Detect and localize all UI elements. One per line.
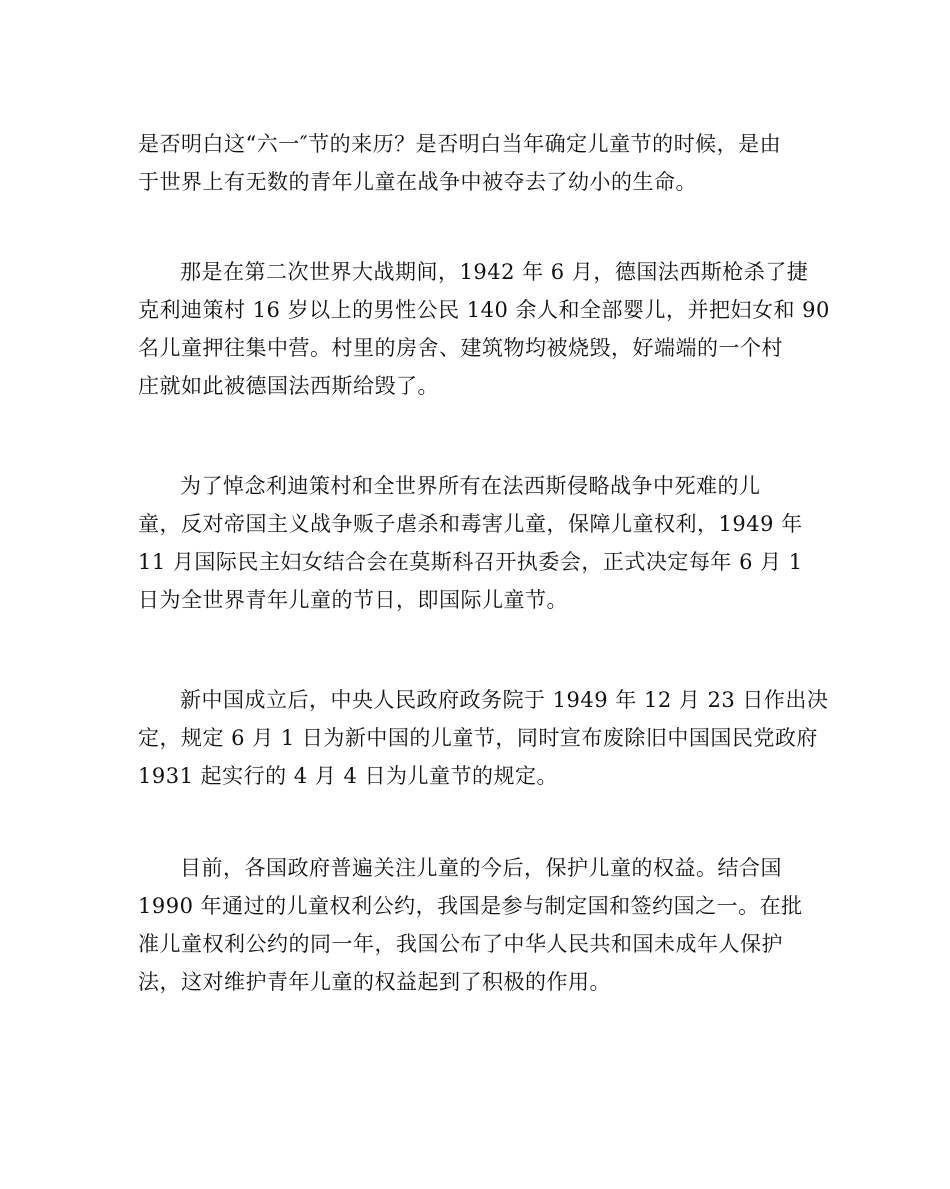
paragraph-line: 庄就如此被德国法西斯给毁了。 bbox=[138, 374, 439, 398]
paragraph-line: 于世界上有无数的青年儿童在战争中被夺去了幼小的生命。 bbox=[138, 170, 697, 194]
paragraph-line: 新中国成立后，中央人民政府政务院于 1949 年 12 月 23 日作出决 bbox=[180, 688, 829, 712]
paragraph-line: 准儿童权利公约的同一年，我国公布了中华人民共和国未成年人保护 bbox=[138, 932, 783, 956]
paragraph-3 bbox=[138, 467, 818, 619]
paragraph-line: 11 月国际民主妇女结合会在莫斯科召开执委会，正式决定每年 6 月 1 bbox=[138, 550, 803, 574]
paragraph-4 bbox=[138, 681, 829, 795]
paragraph-1 bbox=[138, 125, 818, 201]
paragraph-line: 定，规定 6 月 1 日为新中国的儿童节，同时宣布废除旧中国国民党政府 bbox=[138, 726, 818, 750]
paragraph-line: 1931 起实行的 4 月 4 日为儿童节的规定。 bbox=[138, 764, 559, 788]
paragraph-line: 克利迪策村 16 岁以上的男性公民 140 余人和全部婴儿，并把妇女和 90 bbox=[138, 298, 830, 322]
paragraph-line: 童，反对帝国主义战争贩子虐杀和毒害儿童，保障儿童权利，1949 年 bbox=[138, 512, 803, 536]
paragraph-line: 目前，各国政府普遍关注儿童的今后，保护儿童的权益。结合国 bbox=[180, 856, 782, 880]
paragraph-line: 为了悼念利迪策村和全世界所有在法西斯侵略战争中死难的儿 bbox=[180, 474, 761, 498]
paragraph-line: 1990 年通过的儿童权利公约，我国是参与制定国和签约国之一。在批 bbox=[138, 894, 803, 918]
paragraph-line: 名儿童押往集中营。村里的房舍、建筑物均被烧毁，好端端的一个村 bbox=[138, 336, 783, 360]
paragraph-line: 日为全世界青年儿童的节日，即国际儿童节。 bbox=[138, 588, 568, 612]
paragraph-line: 法，这对维护青年儿童的权益起到了积极的作用。 bbox=[138, 970, 611, 994]
paragraph-5 bbox=[138, 849, 818, 1001]
paragraph-2 bbox=[138, 253, 830, 405]
paragraph-line: 是否明白这“六一″节的来历？是否明白当年确定儿童节的时候，是由 bbox=[138, 132, 782, 156]
paragraph-line: 那是在第二次世界大战期间，1942 年 6 月，德国法西斯枪杀了捷 bbox=[180, 260, 809, 284]
